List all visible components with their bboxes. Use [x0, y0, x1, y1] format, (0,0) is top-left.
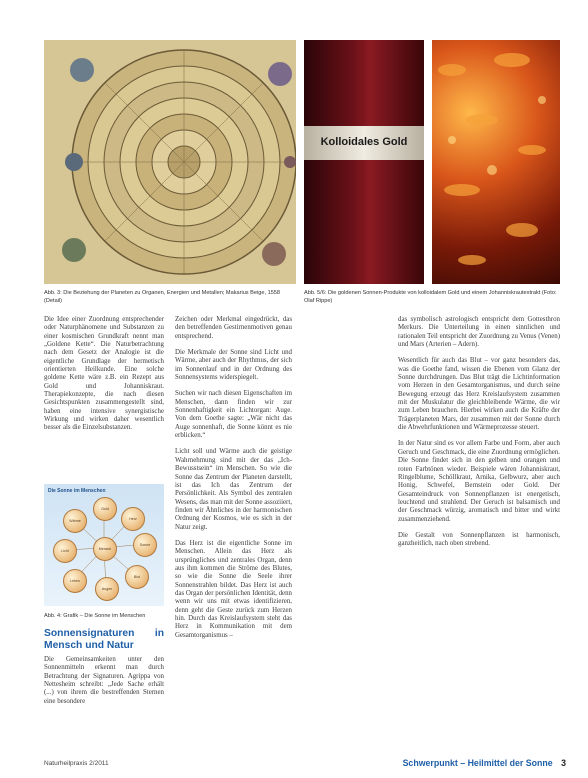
infographic-item-6: Leben [63, 569, 87, 593]
col3-paragraph-1: das symbolisch astrologisch entspricht dem Gottesthron Merkurs. Die Unterteilung in einen sinnlichen und rationalen Teil entspricht der Zuordnung zu Venus (Venen) und Mars (Arterien – Adern). [398, 316, 560, 349]
column-1-bottom [44, 628, 164, 714]
caption-abb-4: Abb. 4: Grafik – Die Sonne im Menschen [44, 613, 146, 619]
section-heading: Sonnensignaturen in Mensch und Natur [44, 628, 164, 651]
petals-svg [432, 40, 560, 284]
infographic-item-5: Augen [95, 577, 119, 601]
footer-section [403, 758, 566, 768]
col3-paragraph-3: In der Natur sind es vor allem Farbe und Form, aber auch Geruch und Geschmack, die eine Zuordnung ermöglichen. Die Sonne findet sich in den gelben und orangen und roten Farbtönen wieder. Beispiele wären Johanniskraut, Ringelblume, Schöllkraut, Arnika, Gelbwurz, aber auch Honig, Schwefel, Bernstein oder Gold. Der Gesamteindruck von Sonnenpflanzen ist energetisch, leuchtend und strahlend. Der Geruch ist balsamisch und der Geschmack würzig, aromatisch und bitter und wirkt zusammenziehend. [398, 440, 560, 523]
col2-paragraph-4: Licht soll und Wärme auch die geistige Wahrnehmung sind mit der das „Ich-Bewusstsein“ im Menschen. So wie die Sonne das Zentrum der Planeten darstellt, ist das Ich das Zentrum der Persönlichkeit. Als Symbol des zentralen Wesens, das man mit der Sonne assoziiert, finden wir Ähnliches in der harmonischen Ordnung der Kosmos, wie es sich in der Natur zeigt. [175, 448, 292, 531]
infographic-item-2: Herz [121, 507, 145, 531]
col3-paragraph-2: Wesentlich für auch das Blut – vor ganz besonders das, was die Goethe fand, wissen die Ebenen vom Glanz der Sonne durchdrungen. Das Blut trägt die Lichtinformation vom Herzen in den Gesamtorganismus, und durch seine Bewegung erzeugt das Herz Kreislaufsystem zusammen mit der Muskulatur die gleichbleibende Wärme, die wir zum Leben brauchen. Hierbei wirken auch die Kräfte der Trägerplaneten Mars, der zusammen mit der Sonne durch die Abwehrfunktionen und Wärmeprozesse steuert. [398, 357, 560, 432]
col2-paragraph-2: Die Merkmale der Sonne sind Licht und Wärme, aber auch der Rhythmus, der sich im Sonnenlauf und in der Ordnung des Sonnensystems widerspiegelt. [175, 349, 292, 382]
col1-paragraph-2: Die Gemeinsamkeiten unter den Sonnenmitteln erkennt man durch Betrachtung der Signaturen. Agrippa von Nettesheim schreibt: „Jede Sache erhält (...) von ihrem die bestreffenden Sternen eine besondere [44, 656, 164, 705]
infographic-center: Mensch [93, 537, 117, 561]
infographic-item-7: Licht [53, 539, 77, 563]
infographic-title: Die Sonne im Menschen [48, 488, 106, 494]
caption-abb-3: Abb. 3: Die Beziehung der Planeten zu Organen, Energien und Metallen; Makarius Beige, 1558 (Detail) [44, 290, 281, 304]
column-3 [398, 316, 560, 557]
sun-in-human-infographic [44, 484, 164, 606]
bottle-label-text: Kolloidales Gold [320, 136, 408, 148]
footer-section-title: Schwerpunkt – Heilmittel der Sonne [402, 758, 553, 768]
infographic-item-4: Blut [125, 565, 149, 589]
col1-paragraph-1: Die Idee einer Zuordnung entsprechender oder Naturphänomene und Substanzen zu einer kosmischen Grundkraft nennt man „Goldene Kette“. Die Naturbetrachtung nach dem Gesetz der Analogie ist die eigentliche Grundlage der hermetisch orientierten Heilkunde. Eine solche goldene Kette wäre z.B. ein Rezept aus Gold und Johanniskraut. Therapiekonzepte, die nach diesen Gesichtspunkten zusammengestellt sind, haben eine intensive synergistische Wirkung und wirken daher wesentlich besser als die Einzelsubstanzen. [44, 316, 164, 432]
astrology-diagram-svg [44, 40, 296, 284]
page-number: 3 [561, 758, 566, 768]
gold-bottle-image [304, 40, 424, 284]
column-2 [175, 316, 292, 648]
col2-paragraph-3: Suchen wir nach diesen Eigenschaften im Menschen, dann finden wir zur Sonnenhaftigkeit ein Lichtorgan: Auge. Von dem Goethe sagte: „Wär nicht das Auge sonnenhaft, die Sonne könnt es nie erblicken.“ [175, 390, 292, 440]
col3-paragraph-4: Die Gestalt von Sonnenpflanzen ist harmonisch, ganzheitlich, nach oben strebend. [398, 531, 560, 548]
infographic-item-8: Wärme [63, 509, 87, 533]
col2-paragraph-1: Zeichen oder Merkmal eingedrückt, das den betreffenden Gestirnenmotiven genau entsprechend. [175, 316, 292, 340]
astrology-diagram-image [44, 40, 296, 284]
caption-abb-5-6: Abb. 5/6: Die goldenen Sonnen-Produkte von kolloidalem Gold und einem Johanniskrautextrakt (Foto: Olaf Rippe) [304, 290, 557, 304]
col2-paragraph-5: Das Herz ist die eigentliche Sonne im Menschen. Allein das Herz als ursprüngliches und zentrales Organ, denn aus ihm kommen die Ströme des Blutes, so wie die Sonne die Seele ihrer Sonnenstrahlen bildet. Das Herz ist auch das Organ der persönlichen Identität, denn wenn wir uns mit etwas identifizieren, denn geht die Geste zurück zum Herzen hin. Durch das Kreislaufsystem steht das Herz in Kommunikation mit dem Gesamtorganismus – [175, 539, 292, 639]
infographic-item-3: Sonne [133, 533, 157, 557]
column-1-top [44, 316, 164, 441]
footer-journal: Naturheilpraxis 2/2011 [44, 760, 109, 767]
st-johns-wort-image [432, 40, 560, 284]
infographic-item-1: Gold [93, 497, 117, 521]
